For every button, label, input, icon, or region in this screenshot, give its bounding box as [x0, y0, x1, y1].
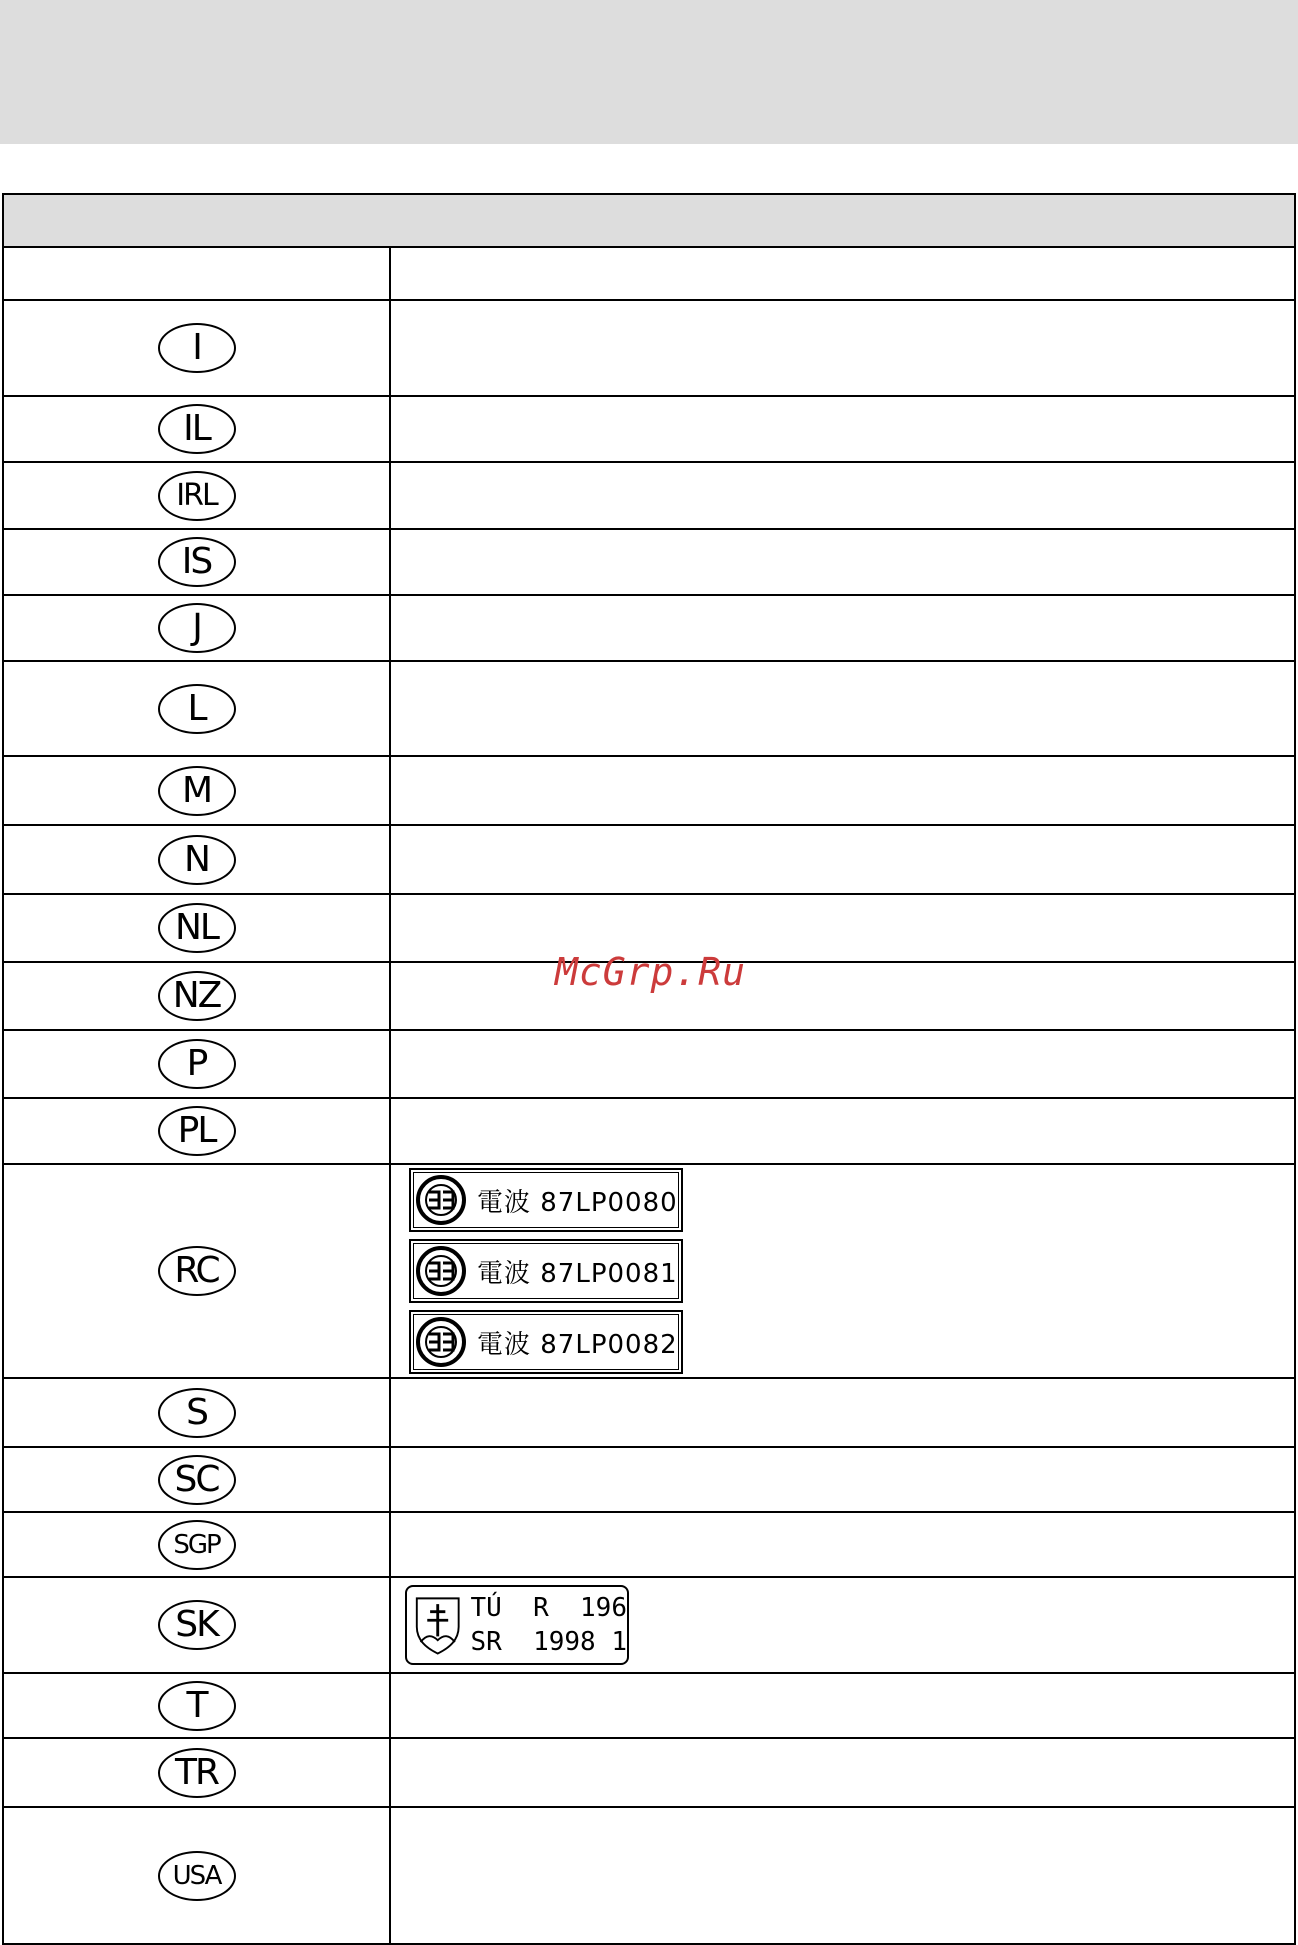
table-title-bar	[4, 195, 1294, 248]
table-row	[4, 1513, 1294, 1578]
table-row	[4, 757, 1294, 826]
table-row	[4, 1739, 1294, 1808]
column-header-approval	[391, 248, 1294, 299]
country-code-oval: I	[158, 323, 236, 373]
country-approval-table	[2, 193, 1296, 1945]
country-code-oval: RC	[158, 1246, 236, 1296]
country-code-oval: USA	[158, 1851, 236, 1901]
column-header-country	[4, 248, 391, 299]
rc-approval-label	[409, 1310, 683, 1374]
table-row	[4, 1674, 1294, 1739]
rc-approval-label	[409, 1168, 683, 1232]
rc-approval-label	[409, 1239, 683, 1303]
country-code-oval: PL	[158, 1106, 236, 1156]
rc-approval-labels	[409, 1168, 1294, 1374]
table-row	[4, 1448, 1294, 1513]
country-code-oval: T	[158, 1681, 236, 1731]
taiwan-telecom-logo-icon	[415, 1316, 467, 1368]
sk-approval-text: TÚ R 196 SR 1998 1	[470, 1593, 627, 1657]
taiwan-telecom-logo-icon	[415, 1245, 467, 1297]
table-row	[4, 1578, 1294, 1674]
country-code-oval: P	[158, 1039, 236, 1089]
table-row	[4, 1379, 1294, 1448]
table-column-header-row	[4, 248, 1294, 301]
sk-approval-label	[405, 1585, 629, 1665]
table-row	[4, 826, 1294, 895]
table-row	[4, 301, 1294, 397]
table-row	[4, 397, 1294, 463]
slovak-coat-of-arms-icon	[413, 1593, 462, 1657]
country-code-oval: NL	[158, 903, 236, 953]
table-row	[4, 1031, 1294, 1099]
country-code-oval: SK	[158, 1600, 236, 1650]
country-code-oval: IS	[158, 537, 236, 587]
table-row	[4, 662, 1294, 757]
country-code-oval: SGP	[158, 1520, 236, 1570]
approval-number: 電波 87LP0080	[477, 1187, 678, 1218]
country-code-oval: IL	[158, 404, 236, 454]
country-code-oval: S	[158, 1388, 236, 1438]
taiwan-telecom-logo-icon	[415, 1174, 467, 1226]
country-code-oval: NZ	[158, 971, 236, 1021]
country-code-oval: J	[158, 603, 236, 653]
header-band	[0, 0, 1298, 144]
table-row	[4, 1808, 1294, 1943]
country-code-oval: M	[158, 766, 236, 816]
watermark: McGrp.Ru	[555, 950, 747, 994]
country-code-oval: N	[158, 835, 236, 885]
approval-number: 電波 87LP0081	[477, 1258, 678, 1289]
table-row	[4, 1099, 1294, 1165]
table-row	[4, 596, 1294, 662]
table-row	[4, 530, 1294, 596]
table-row	[4, 1165, 1294, 1379]
country-code-oval: IRL	[158, 471, 236, 521]
country-code-oval: L	[158, 684, 236, 734]
country-code-oval: TR	[158, 1748, 236, 1798]
table-row	[4, 463, 1294, 530]
country-code-oval: SC	[158, 1455, 236, 1505]
approval-number: 電波 87LP0082	[477, 1329, 678, 1360]
